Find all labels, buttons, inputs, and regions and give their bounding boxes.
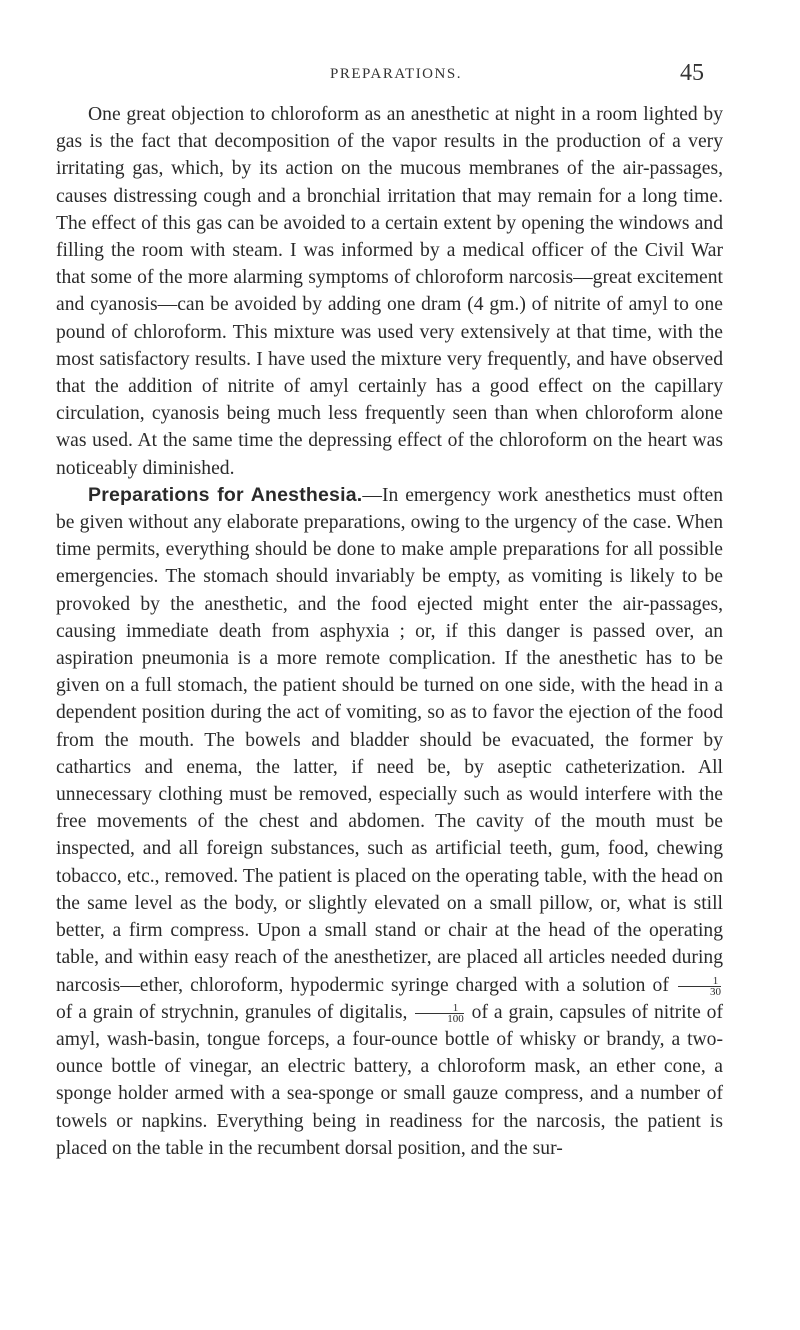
body-text <box>56 101 723 1162</box>
fraction-one-thirtieth <box>678 976 721 997</box>
paragraph-text-c: of a grain, capsules of nitrite of amyl, wash-basin, tongue forceps, a four-ounce bottle of whisky or brandy, a two-ounce bottle of vinegar, an electric battery, a chloroform mask, an ether cone, a sponge holder armed with a sea-sponge or small gauze compress, and a number of towels or napkins. Everything being in readiness for the narcosis, the patient is placed on the table in the recumbent dorsal position, and the sur- <box>56 1001 723 1159</box>
page-number: 45 <box>680 60 704 86</box>
paragraph-text-a: —In emergency work anesthetics must often be given without any elaborate preparations, owing to the urgency of the case. When time permits, everything should be done to make ample preparations for all possible emergencies. The stomach should invariably be empty, as vomiting is likely to be provoked by the anesthetic, and the food ejected might enter the air-passages, causing immediate death from asphyxia ; or, if this danger is passed over, an aspiration pneumonia is a more remote complication. If the anesthetic has to be given on a full stomach, the patient should be turned on one side, with the head in a dependent position during the act of vomiting, so as to favor the ejection of the food from the mouth. The bowels and bladder should be evacuated, the former by cathartics and enema, the latter, if need be, by aseptic catheterization. All unnecessary clothing must be removed, especially such as would interfere with the free movements of the chest and abdomen. The cavity of the mouth must be inspected, and all foreign substances, such as artificial teeth, gum, food, chewing tobacco, etc., removed. The patient is placed on the operating table, with the head on the same level as the body, or slightly elevated on a small pillow, or, what is still better, a firm compress. Upon a small stand or chair at the head of the operating table, and within easy reach of the anesthetizer, are placed all articles needed during narcosis—ether, chloroform, hypodermic syringe charged with a solution of <box>56 484 724 996</box>
section-heading: Preparations for Anesthesia. <box>88 483 363 506</box>
fraction-numerator: 1 <box>415 1003 464 1014</box>
fraction-numerator: 1 <box>678 976 721 987</box>
fraction-one-hundredth <box>415 1003 464 1024</box>
running-head <box>88 62 704 92</box>
fraction-denominator: 100 <box>447 1012 464 1025</box>
paragraph-chloroform-objection: One great objection to chloroform as an anesthetic at night in a room lighted by gas is the fact that decomposition of the vapor results in the production of a very irritating gas, which, by its action on the mucous membranes of the air-passages, causes distressing cough and a bronchial irritation that may remain for a long time. The effect of this gas can be avoided to a certain extent by opening the windows and filling the room with steam. I was informed by a medical officer of the Civil War that some of the more alarming symptoms of chloroform narcosis—great excitement and cyanosis—can be avoided by adding one dram (4 gm.) of nitrite of amyl to one pound of chloroform. This mixture was used very extensively at that time, with the most satisfactory results. I have used the mixture very frequently, and have observed that the addition of nitrite of amyl certainly has a good effect on the capillary circulation, cyanosis being much less frequently seen than when chloroform alone was used. At the same time the depressing effect of the chloroform on the heart was noticeably diminished. <box>56 104 723 479</box>
paragraph-text-b: of a grain of strychnin, granules of digitalis, <box>56 1001 408 1023</box>
running-title: PREPARATIONS. <box>330 66 462 82</box>
fraction-denominator: 30 <box>710 985 721 998</box>
paragraph-preparations <box>56 482 723 1162</box>
